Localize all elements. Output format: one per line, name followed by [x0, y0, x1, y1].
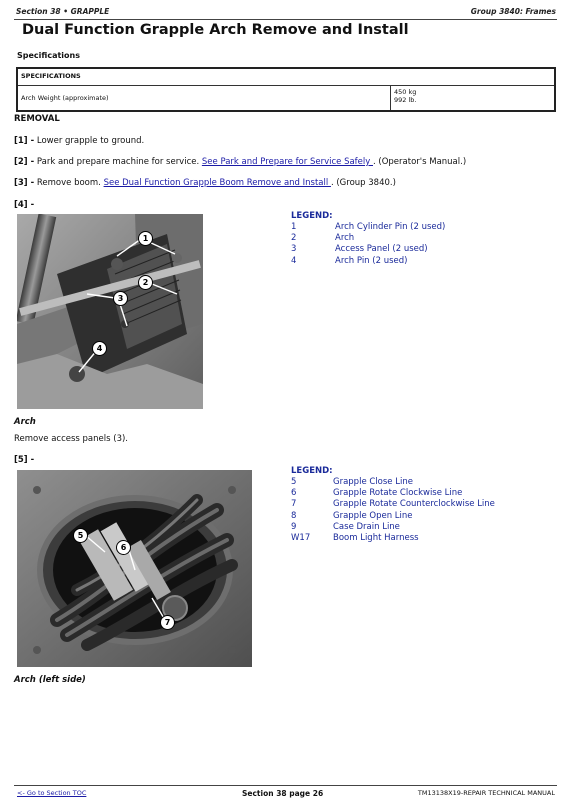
legend-num: 4 [291, 255, 297, 266]
step-3 [14, 178, 396, 188]
park-prepare-link[interactable]: See Park and Prepare for Service Safely [201, 157, 373, 167]
header-group: Group 3840: Frames [470, 7, 556, 16]
step-number: [1] - [14, 136, 35, 146]
step-number: [3] - [14, 178, 35, 188]
legend-num: 6 [291, 488, 297, 499]
step-1 [14, 136, 144, 146]
step-text-after: . (Operator's Manual.) [373, 157, 467, 167]
step-number: [5] - [14, 455, 35, 465]
footer-rule [14, 785, 557, 786]
figure-1-note: Remove access panels (3). [14, 434, 128, 444]
spec-value-imperial: 992 lb. [394, 95, 417, 104]
callout-1: 1 [138, 231, 153, 246]
step-text-after: . (Group 3840.) [330, 178, 396, 188]
specifications-table [16, 67, 556, 112]
table-row [17, 86, 555, 112]
legend-num: 1 [291, 222, 297, 232]
step-4 [14, 200, 34, 210]
step-text: Lower grapple to ground. [34, 136, 145, 146]
legend-item [291, 488, 556, 499]
legend-title: LEGEND: [291, 211, 333, 221]
legend-text: Arch Pin (2 used) [335, 255, 408, 266]
spec-table-header: SPECIFICATIONS [17, 68, 555, 86]
arch-photo-drawing [17, 214, 203, 409]
figure-1-caption: Arch [14, 417, 36, 427]
legend-item [291, 511, 556, 522]
step-text: Remove boom. [34, 178, 104, 188]
legend-figure-2 [291, 466, 556, 544]
page-title: Dual Function Grapple Arch Remove and Install [22, 22, 409, 38]
footer-manual: TM13138X19-REPAIR TECHNICAL MANUAL [417, 789, 555, 797]
callout-2: 2 [138, 275, 153, 290]
legend-title: LEGEND: [291, 466, 333, 476]
legend-num: 9 [291, 521, 297, 532]
legend-item [291, 256, 551, 267]
legend-item [291, 222, 551, 233]
spec-value-metric: 450 kg [394, 88, 417, 96]
callout-4: 4 [92, 341, 107, 356]
legend-item [291, 477, 556, 488]
legend-text: Grapple Open Line [333, 510, 413, 521]
arch-photo [17, 214, 203, 409]
legend-item [291, 233, 551, 244]
legend-item [291, 499, 556, 510]
callout-5: 5 [73, 528, 88, 543]
legend-text: Grapple Rotate Clockwise Line [333, 488, 463, 499]
arch-left-side-photo [17, 470, 252, 667]
legend-num: 5 [291, 477, 297, 487]
arch-left-side-drawing [17, 470, 252, 667]
legend-item [291, 533, 556, 544]
legend-num: W17 [291, 532, 311, 543]
legend-num: 2 [291, 233, 297, 244]
legend-text: Grapple Close Line [333, 477, 413, 487]
spec-value [391, 86, 556, 112]
callout-7: 7 [160, 615, 175, 630]
legend-text: Case Drain Line [333, 521, 400, 532]
specifications-heading: Specifications [17, 51, 80, 60]
header-rule [14, 19, 557, 20]
spec-label: Arch Weight (approximate) [17, 86, 391, 112]
figure-2-caption: Arch (left side) [14, 675, 86, 685]
legend-num: 3 [291, 244, 297, 255]
step-text: Park and prepare machine for service. [34, 157, 202, 167]
removal-heading: REMOVAL [14, 114, 60, 124]
callout-3: 3 [113, 291, 128, 306]
legend-text: Grapple Rotate Counterclockwise Line [333, 499, 495, 510]
legend-item [291, 522, 556, 533]
legend-figure-1 [291, 211, 551, 267]
footer-page: Section 38 page 26 [242, 789, 324, 798]
legend-text: Arch Cylinder Pin (2 used) [335, 222, 446, 232]
step-2 [14, 157, 466, 167]
header-section: Section 38 • GRAPPLE [16, 7, 110, 16]
legend-text: Arch [335, 233, 355, 244]
legend-num: 7 [291, 499, 297, 510]
step-5 [14, 455, 34, 465]
legend-text: Boom Light Harness [333, 532, 419, 543]
callout-6: 6 [116, 540, 131, 555]
legend-text: Access Panel (2 used) [335, 244, 428, 255]
section-toc-link[interactable]: <- Go to Section TOC [17, 789, 87, 797]
step-number: [2] - [14, 157, 35, 167]
legend-item [291, 244, 551, 255]
legend-num: 8 [291, 510, 297, 521]
boom-remove-install-link[interactable]: See Dual Function Grapple Boom Remove and Install [103, 178, 331, 188]
step-number: [4] - [14, 200, 35, 210]
